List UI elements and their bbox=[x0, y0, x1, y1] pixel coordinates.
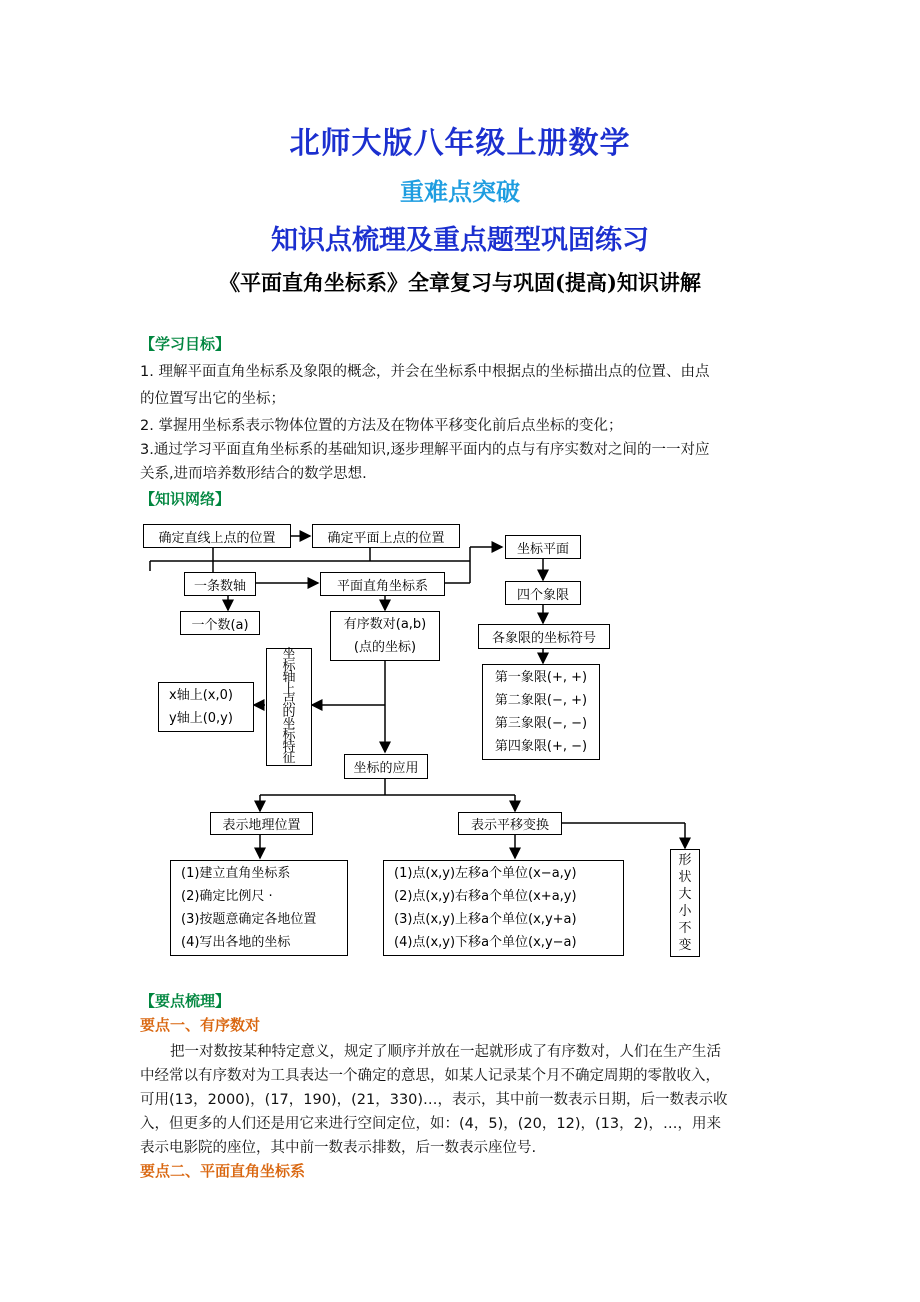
box-quadrant-signs: 各象限的坐标符号 bbox=[478, 624, 610, 649]
trans-rule-3: (3)点(x,y)上移a个单位(x,y+a) bbox=[394, 912, 577, 927]
box-a-number: 一个数(a) bbox=[180, 611, 260, 635]
quadrant-2: 第二象限(−, +) bbox=[494, 693, 588, 708]
x-axis-point: x轴上(x,0) bbox=[169, 688, 233, 703]
geo-step-2: (2)确定比例尺 · bbox=[181, 889, 273, 904]
point-1-para-2: 中经常以有序数对为工具表达一个确定的意思，如某人记录某个月不确定周期的零散收入， bbox=[140, 1068, 720, 1084]
trans-rule-4: (4)点(x,y)下移a个单位(x,y−a) bbox=[394, 935, 577, 950]
geo-step-1: (1)建立直角坐标系 bbox=[181, 866, 291, 881]
point-2-title: 要点二、平面直角坐标系 bbox=[140, 1162, 306, 1180]
trans-rule-2: (2)点(x,y)右移a个单位(x+a,y) bbox=[394, 889, 577, 904]
doc-title: 北师大版八年级上册数学 bbox=[289, 126, 631, 161]
geo-step-3: (3)按题意确定各地位置 bbox=[181, 912, 317, 927]
goal-line-1b: 的位置写出它的坐标； bbox=[140, 391, 285, 407]
box-translation-rules bbox=[383, 860, 624, 956]
y-axis-point: y轴上(0,y) bbox=[169, 711, 233, 726]
goals-heading: 【学习目标】 bbox=[140, 335, 231, 353]
doc-subtitle-2: 知识点梳理及重点题型巩固练习 bbox=[271, 225, 649, 256]
shape-char-4: 不 bbox=[678, 921, 692, 936]
points-heading: 【要点梳理】 bbox=[140, 992, 231, 1010]
box-coordinate-plane: 坐标平面 bbox=[505, 535, 581, 559]
goal-line-3: 3.通过学习平面直角坐标系的基础知识,逐步理解平面内的点与有序实数对之间的一一对应 bbox=[140, 442, 710, 458]
feat-char-4: 点 bbox=[282, 693, 296, 709]
goal-line-3b: 关系,进而培养数形结合的数学思想. bbox=[140, 466, 367, 482]
box-axis-points bbox=[158, 682, 254, 732]
geo-step-4: (4)写出各地的坐标 bbox=[181, 935, 291, 950]
box-plane-position: 确定平面上点的位置 bbox=[312, 524, 460, 548]
feat-char-1: 标 bbox=[282, 658, 296, 674]
box-axis-feature bbox=[266, 648, 312, 766]
box-four-quadrants: 四个象限 bbox=[505, 581, 581, 605]
feat-char-6: 坐 bbox=[282, 716, 296, 732]
shape-char-3: 小 bbox=[678, 904, 692, 919]
feat-char-5: 的 bbox=[282, 705, 296, 720]
doc-subtitle-1: 重难点突破 bbox=[400, 177, 520, 206]
box-quadrant-list bbox=[482, 664, 600, 760]
feat-char-2: 轴 bbox=[282, 670, 296, 686]
feat-char-0: 坐 bbox=[282, 647, 296, 663]
ordered-pair-line-2: (点的坐标) bbox=[353, 640, 417, 655]
shape-char-1: 状 bbox=[678, 870, 692, 885]
box-translation: 表示平移变换 bbox=[458, 812, 562, 835]
box-geo-position: 表示地理位置 bbox=[210, 812, 313, 835]
point-1-para-4: 入，但更多的人们还是用它来进行空间定位，如：(4，5)，(20，12)，(13，2)，…，用来 bbox=[140, 1116, 721, 1132]
point-1-para-5: 表示电影院的座位，其中前一数表示排数，后一数表示座位号. bbox=[140, 1140, 537, 1156]
point-1-para-1: 把一对数按某种特定意义，规定了顺序并放在一起就形成了有序数对，人们在生产生活 bbox=[170, 1044, 721, 1060]
shape-char-0: 形 bbox=[678, 853, 692, 868]
shape-char-5: 变 bbox=[678, 938, 692, 953]
knowledge-network-diagram bbox=[140, 515, 780, 985]
box-number-axis: 一条数轴 bbox=[184, 572, 256, 596]
goal-line-1: 1. 理解平面直角坐标系及象限的概念，并会在坐标系中根据点的坐标描出点的位置、由点 bbox=[140, 364, 710, 380]
feat-char-3: 上 bbox=[282, 681, 296, 697]
box-shape-unchanged bbox=[670, 849, 700, 957]
box-ordered-pair bbox=[330, 611, 440, 661]
doc-subtitle-3: 《平面直角坐标系》全章复习与巩固(提高)知识讲解 bbox=[219, 270, 701, 295]
quadrant-4: 第四象限(+, −) bbox=[494, 739, 588, 754]
box-application: 坐标的应用 bbox=[344, 754, 428, 779]
shape-char-2: 大 bbox=[678, 887, 692, 902]
feat-char-8: 特 bbox=[282, 739, 296, 755]
ordered-pair-line-1: 有序数对(a,b) bbox=[343, 617, 427, 632]
feat-char-7: 标 bbox=[282, 728, 296, 744]
quadrant-3: 第三象限(−, −) bbox=[494, 716, 588, 731]
point-1-para-3: 可用(13，2000)，(17，190)，(21，330)…，表示，其中前一数表示日期，后一数表示收 bbox=[140, 1092, 728, 1108]
box-line-position: 确定直线上点的位置 bbox=[143, 524, 291, 548]
trans-rule-1: (1)点(x,y)左移a个单位(x−a,y) bbox=[394, 866, 577, 881]
box-geo-steps bbox=[170, 860, 348, 956]
box-coordinate-system: 平面直角坐标系 bbox=[320, 572, 445, 596]
quadrant-1: 第一象限(+, +) bbox=[494, 670, 588, 685]
point-1-title: 要点一、有序数对 bbox=[140, 1016, 261, 1034]
feat-char-9: 征 bbox=[282, 751, 296, 767]
network-heading: 【知识网络】 bbox=[140, 490, 231, 508]
goal-line-2: 2. 掌握用坐标系表示物体位置的方法及在物体平移变化前后点坐标的变化； bbox=[140, 418, 623, 434]
